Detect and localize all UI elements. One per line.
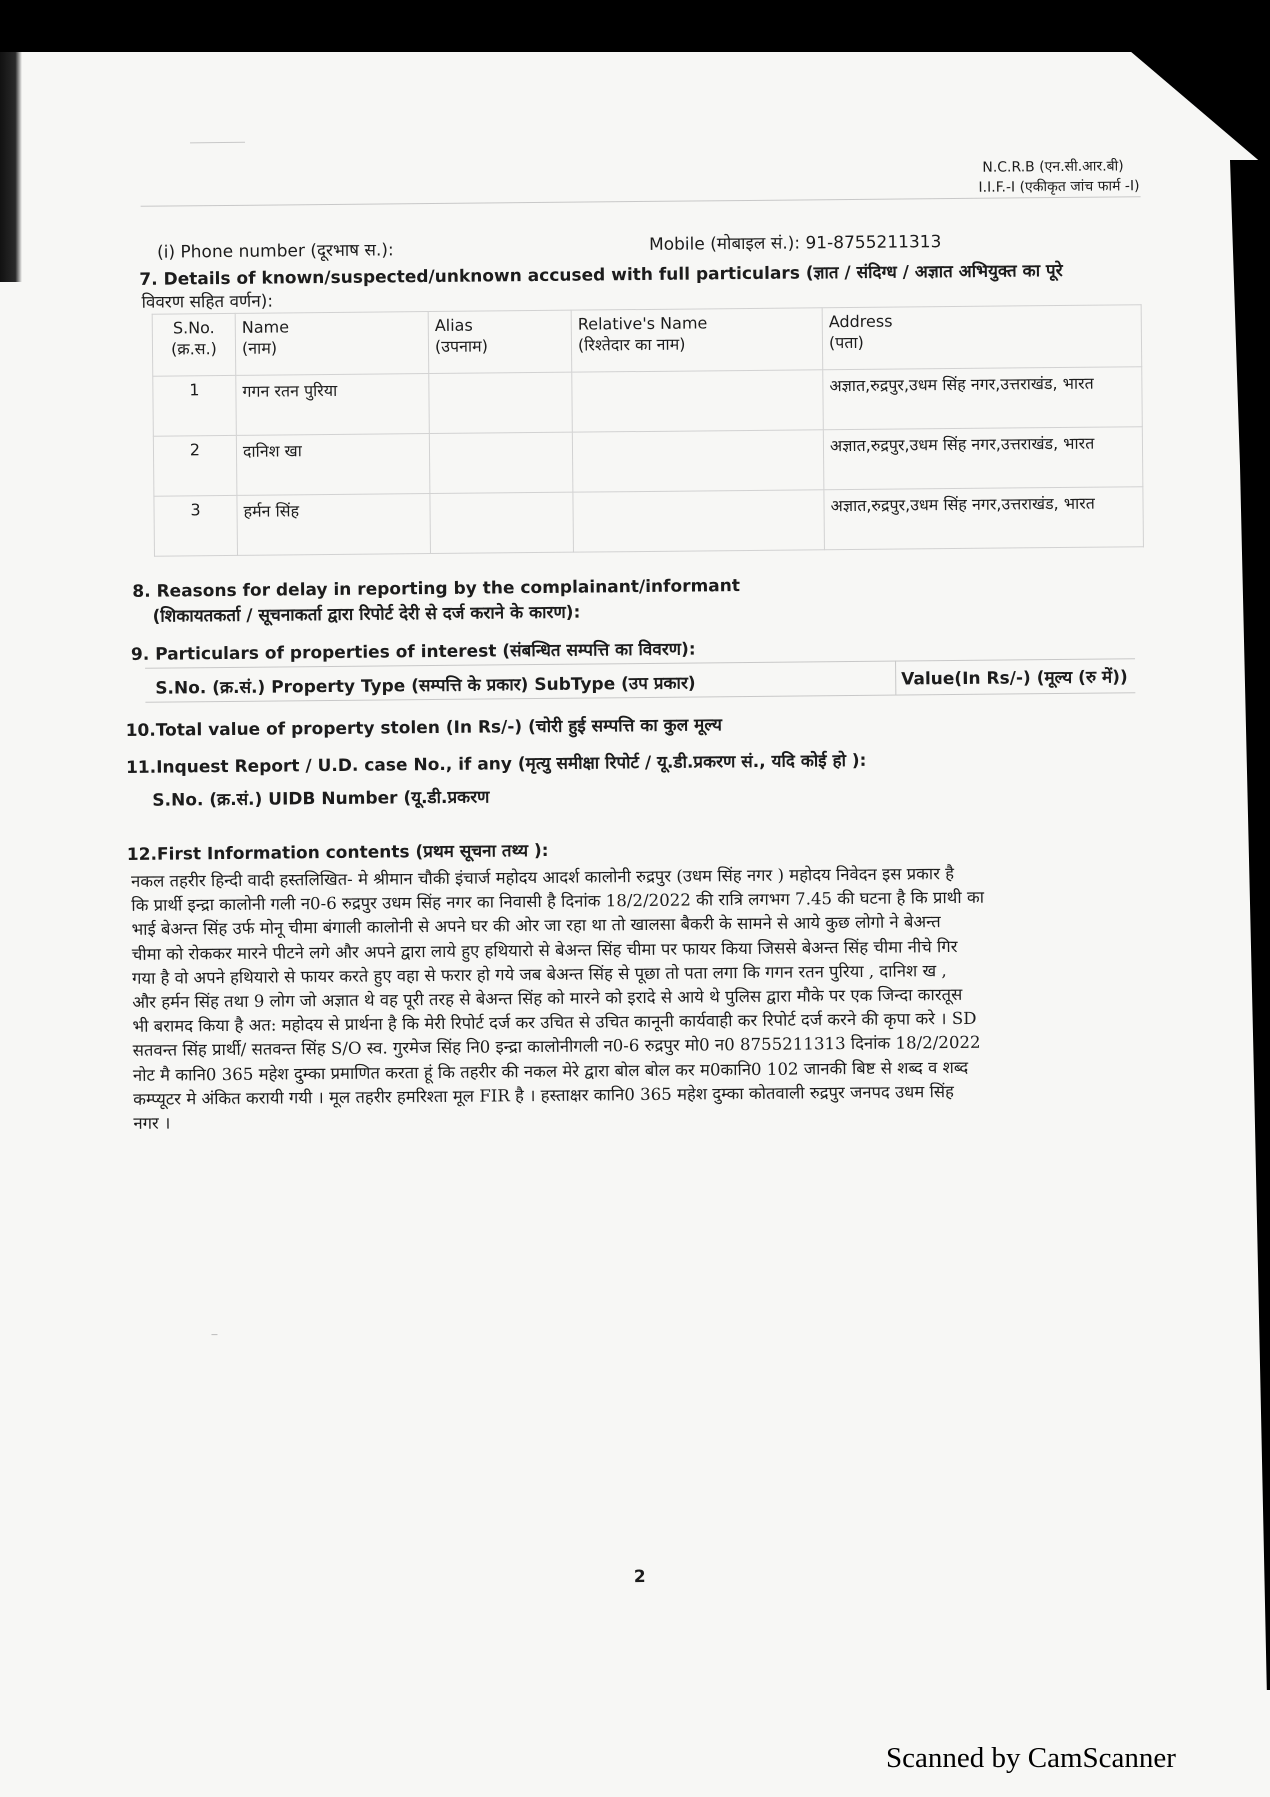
property-value-column: Value(In Rs/-) (मूल्य (रु में)) <box>901 667 1128 690</box>
narrative-line: और हर्मन सिंह तथा 9 लोग जो अज्ञात थे वह पूरी तरह से बेअन्त सिंह को मारने को इरादे से आये थे पुलिस द्वारा मौके पर एक जिन्दा कारतूस <box>132 984 963 1012</box>
narrative-line: नकल तहरीर हिन्दी वादी हस्तलिखित- मे श्रीमान चौकी इंचार्ज महोदय आदर्श कालोनी रुद्रपुर (उधम सिंह नगर ) महोदय निवेदन इस प्रकार है <box>131 864 955 891</box>
table-row <box>154 487 1144 556</box>
scan-shadow-left <box>0 52 22 282</box>
row-alias <box>429 432 573 493</box>
header-iif: I.I.F.-I (एकीकृत जांच फार्म -I) <box>978 178 1140 196</box>
phone-label: (i) Phone number (दूरभाष स.): <box>156 240 394 263</box>
header-sno-hi: (क्र.स.) <box>171 339 217 359</box>
accused-table <box>152 304 1144 556</box>
table-row <box>153 427 1143 496</box>
header-sno: S.No. <box>172 318 215 338</box>
section-12-title: 12.First Information contents (प्रथम सूचना तथ्य ): <box>126 840 549 865</box>
section-10-title: 10.Total value of property stolen (In Rs/-) (चोरी हुई सम्पत्ति का कुल मूल्य <box>125 715 723 741</box>
col-name <box>235 312 429 376</box>
col-sno <box>152 313 236 376</box>
header-address-hi: (पता) <box>828 332 864 353</box>
accused-table-header <box>152 305 1142 376</box>
header-relative: Relative's Name <box>577 313 708 334</box>
scan-speck <box>211 1334 217 1335</box>
narrative-line: कम्प्यूटर मे अंकित करायी गयी । मूल तहरीर हमरिश्ता मूल FIR है । हस्ताक्षर कानि0 365 महेश दुम्का कोतवाली रुद्रपुर जनपद उधम सिंह <box>133 1081 954 1109</box>
form-content <box>120 130 1175 1690</box>
property-columns: S.No. (क्र.सं.) Property Type (सम्पत्ति के प्रकार) SubType (उप प्रकार) <box>155 673 696 699</box>
row-address: अज्ञात,रुद्रपुर,उधम सिंह नगर,उत्तराखंड, भारत <box>823 427 1143 490</box>
table-row <box>153 367 1143 436</box>
row-name: गगन रतन पुरिया <box>236 374 430 436</box>
row-name: हर्मन सिंह <box>237 494 431 556</box>
narrative-line: गया है वो अपने हथियारो से फायर करते हुए वहा से फरार हो गये जब बेअन्त सिंह से पूछा तो पता लगा कि गगन रतन पुरिया , दानिश ख , <box>131 960 947 988</box>
narrative-line: सतवन्त सिंह प्रार्थी/ सतवन्त सिंह S/O स्व. गुरमेज सिंह नि0 इन्द्रा कालोनीगली न0-6 रुद्रपुर मो0 न0 8755211313 दिनांक 18/2/2022 <box>132 1033 981 1061</box>
row-sno: 1 <box>153 375 237 436</box>
page-number: 2 <box>633 1567 646 1588</box>
section-7-title: 7. Details of known/suspected/unknown accused with full particulars (ज्ञात / संदिग्ध / अज्ञात अभियुक्त का पूरे <box>139 260 1063 290</box>
row-address: अज्ञात,रुद्रपुर,उधम सिंह नगर,उत्तराखंड, भारत <box>823 367 1143 430</box>
narrative-line: भाई बेअन्त सिंह उर्फ मोनू चीमा बंगाली कालोनी से अपने घर की ओर जा रहा था तो खालसा बैकरी के सामने से आये कुछ लोगो ने बेअन्त <box>131 912 941 940</box>
header-alias: Alias <box>434 315 473 335</box>
first-information-text <box>131 860 1144 1136</box>
header-relative-hi: (रिश्तेदार का नाम) <box>577 334 686 355</box>
mobile-label: Mobile (मोबाइल सं.): 91-8755211313 <box>648 232 942 255</box>
row-name: दानिश खा <box>236 434 430 496</box>
header-name-hi: (नाम) <box>241 338 278 358</box>
header-address: Address <box>828 311 893 332</box>
row-address: अज्ञात,रुद्रपुर,उधम सिंह नगर,उत्तराखंड, भारत <box>824 487 1144 550</box>
row-relative <box>573 490 825 552</box>
row-alias <box>430 492 574 553</box>
header-name: Name <box>241 317 290 337</box>
section-7-title-cont: विवरण सहित वर्णन): <box>141 291 274 313</box>
narrative-line: कि प्रार्थी इन्द्रा कालोनी गली न0-6 रुद्रपुर उधम सिंह नगर का निवासी है दिनांक 18/2/2022 की रात्रि लगभग 7.45 की घटना है कि प्राथी का <box>131 887 985 916</box>
narrative-line: भी बरामद किया है अत: महोदय से प्रार्थना है कि मेरी रिपोर्ट दर्ज कर उचित से उचित कानूनी कार्यवाही कर रिपोर्ट दर्ज करने की कृपा करे । SD <box>132 1009 977 1037</box>
narrative-line: नगर । <box>133 1113 171 1133</box>
header-mark <box>190 142 245 144</box>
row-sno: 2 <box>153 435 237 496</box>
row-relative <box>572 430 824 492</box>
col-relative <box>571 308 823 372</box>
property-divider <box>895 661 896 695</box>
header-ncrb: N.C.R.B (एन.सी.आर.बी) <box>982 158 1124 176</box>
section-9-title: 9. Particulars of properties of interest (संबन्धित सम्पत्ति का विवरण): <box>130 639 696 665</box>
section-11-title: 11.Inquest Report / U.D. case No., if any (मृत्यु समीक्षा रिपोर्ट / यू.डी.प्रकरण सं., यदि कोई हो ): <box>125 750 867 778</box>
section-8-title: 8. Reasons for delay in reporting by the complainant/informant <box>132 576 741 602</box>
header-alias-hi: (उपनाम) <box>434 336 489 356</box>
col-address <box>822 305 1142 370</box>
row-alias <box>429 372 573 433</box>
narrative-line: चीमा को रोककर मारने पीटने लगे और अपने द्वारा लाये हुए हथियारो से बेअन्त सिंह चीमा पर फायर किया जिससे बेअन्त सिंह चीमा नीचे गिर <box>131 936 958 964</box>
row-relative <box>572 370 824 432</box>
narrative-line: नोट मै कानि0 365 महेश दुम्का प्रमाणित करता हूं कि तहरीर की नकल मेरे द्वारा बोल बोल कर म0कानि0 102 जानकी बिष्ट से शब्द व शब्द <box>132 1057 969 1085</box>
header-rule <box>141 196 1141 207</box>
scanner-watermark: Scanned by CamScanner <box>886 1742 1176 1774</box>
row-sno: 3 <box>154 495 238 556</box>
section-11-sub: S.No. (क्र.सं.) UIDB Number (यू.डी.प्रकरण <box>152 787 490 811</box>
col-alias <box>428 310 572 373</box>
section-8-subtitle: (शिकायतकर्ता / सूचनाकर्ता द्वारा रिपोर्ट देरी से दर्ज कराने के कारण): <box>152 602 581 627</box>
